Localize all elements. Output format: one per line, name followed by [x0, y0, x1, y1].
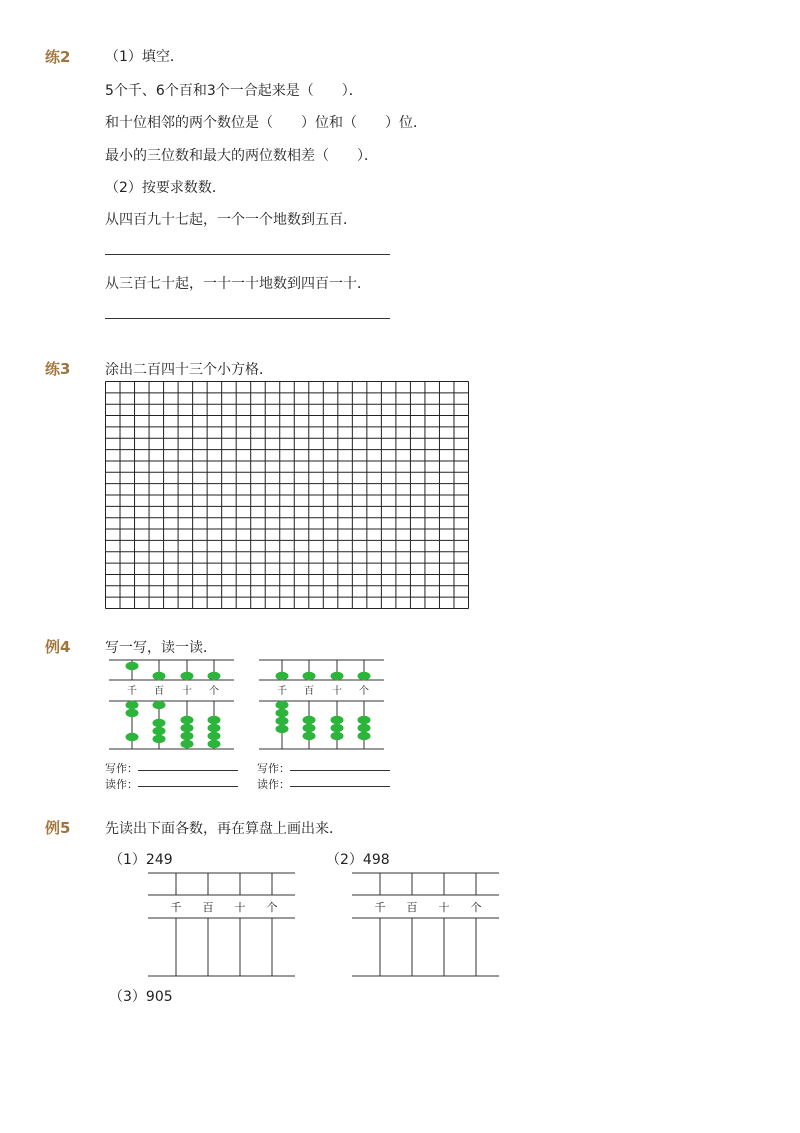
read-label-2: 读作： [257, 778, 290, 791]
place-label: 十 [438, 901, 450, 914]
abacus-bead [331, 672, 344, 680]
example5-instruction: 先读出下面各数，再在算盘上画出来． [105, 821, 343, 837]
question-3: 最小的三位数和最大的两位数相差（ ）． [105, 148, 378, 164]
abacus-bead [276, 725, 289, 733]
practice3-instruction: 涂出二百四十三个小方格． [105, 362, 273, 378]
abacus-bead [303, 732, 316, 740]
abacus-bead [208, 732, 221, 740]
item-2: （2）498 [326, 852, 390, 868]
place-label: 十 [182, 686, 192, 697]
abacus-bead [126, 701, 139, 709]
abacus-bead [331, 716, 344, 724]
practice3-label: 练3 [45, 360, 71, 378]
abacus-bead [358, 724, 371, 732]
abacus-bead [181, 724, 194, 732]
question-5: 从三百七十起，一十一十地数到四百一十． [105, 276, 371, 292]
abacus-bead [331, 724, 344, 732]
abacus-bead [208, 740, 221, 748]
question-2: 和十位相邻的两个数位是（ ）位和（ ）位． [105, 115, 427, 131]
place-label: 千 [374, 901, 386, 914]
write-line-2[interactable] [290, 770, 390, 771]
place-label: 十 [332, 686, 342, 697]
abacus-bead [208, 716, 221, 724]
abacus-bead [153, 735, 166, 743]
read-line-2[interactable] [290, 786, 390, 787]
question-4: 从四百九十七起，一个一个地数到五百． [105, 212, 357, 228]
abacus-bead [126, 662, 139, 670]
abacus-bead [276, 701, 289, 709]
part1-title: （1）填空． [105, 49, 184, 65]
empty-abacus-1[interactable] [148, 872, 296, 978]
place-label: 百 [154, 686, 164, 697]
abacus-bead [153, 727, 166, 735]
abacus-bead [358, 672, 371, 680]
abacus-bead [276, 672, 289, 680]
abacus-bead [181, 716, 194, 724]
read-label-1: 读作： [105, 778, 138, 791]
place-label: 个 [470, 901, 482, 914]
abacus-bead [303, 716, 316, 724]
place-label: 个 [266, 901, 278, 914]
empty-abacus-2[interactable] [352, 872, 500, 978]
place-label: 个 [209, 686, 219, 697]
write-label-2: 写作： [257, 762, 290, 775]
example4-instruction: 写一写，读一读． [105, 640, 217, 656]
abacus-bead [153, 672, 166, 680]
write-label-1: 写作： [105, 762, 138, 775]
abacus-bead [126, 709, 139, 717]
example4-label: 例4 [45, 638, 71, 656]
place-label: 百 [304, 686, 314, 697]
abacus-bead [181, 672, 194, 680]
example5-label: 例5 [45, 819, 71, 837]
read-line-1[interactable] [138, 786, 238, 787]
abacus-bead [126, 733, 139, 741]
abacus-bead [303, 672, 316, 680]
place-label: 百 [406, 901, 418, 914]
place-label: 百 [202, 901, 214, 914]
abacus-bead [303, 724, 316, 732]
abacus-bead [358, 732, 371, 740]
abacus-bead [276, 717, 289, 725]
answer-line-5[interactable] [105, 318, 390, 319]
place-label: 个 [359, 686, 369, 697]
place-label: 千 [127, 686, 137, 697]
abacus-2 [259, 659, 387, 753]
practice2-label: 练2 [45, 48, 71, 66]
part2-title: （2）按要求数数． [105, 180, 226, 196]
abacus-bead [153, 701, 166, 709]
abacus-bead [208, 672, 221, 680]
abacus-bead [181, 732, 194, 740]
abacus-bead [358, 716, 371, 724]
abacus-bead [276, 709, 289, 717]
place-label: 千 [277, 686, 287, 697]
abacus-bead [153, 719, 166, 727]
answer-line-4[interactable] [105, 254, 390, 255]
item-1: （1）249 [109, 852, 173, 868]
question-1: 5个千、6个百和3个一合起来是（ ）． [105, 83, 363, 99]
abacus-bead [181, 740, 194, 748]
write-line-1[interactable] [138, 770, 238, 771]
place-label: 十 [234, 901, 246, 914]
abacus-bead [208, 724, 221, 732]
square-grid[interactable] [105, 381, 469, 609]
place-label: 千 [170, 901, 182, 914]
abacus-bead [331, 732, 344, 740]
item-3: （3）905 [109, 989, 173, 1005]
abacus-1 [109, 659, 237, 753]
